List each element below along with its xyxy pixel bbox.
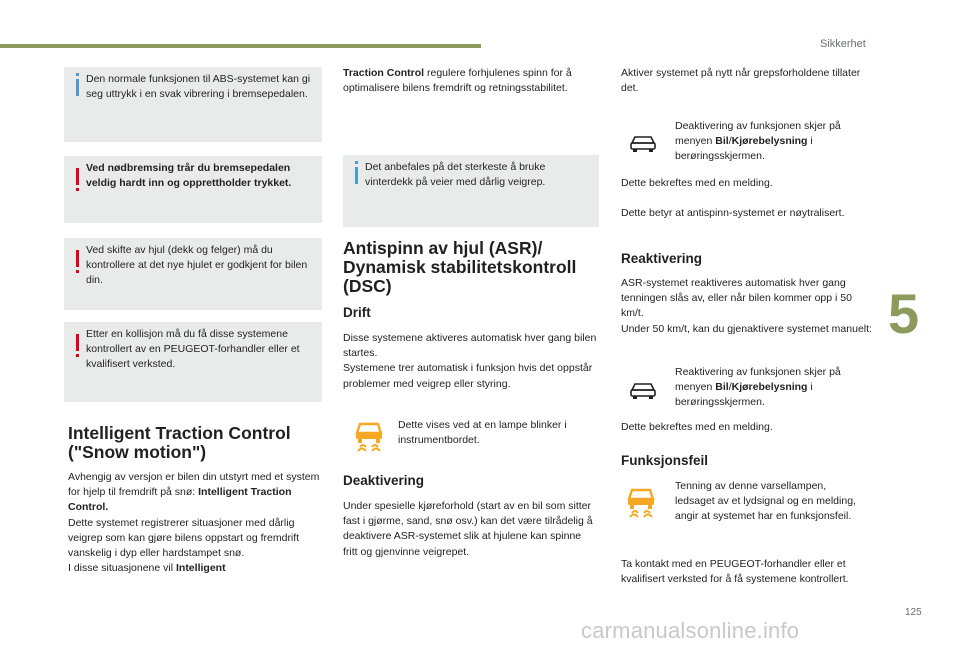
text: Avhengig av versjon er bilen din utstyrt med et system for hjelp til fremdrift på snø: xyxy=(68,471,320,499)
warning-note-collision xyxy=(64,322,322,402)
text: i berøringsskjermen. xyxy=(675,381,813,409)
warning-icon xyxy=(76,250,79,267)
note-text: Det anbefales på det sterkeste å bruke vinterdekk på veier med dårlig veigrep. xyxy=(365,161,546,188)
menu-kjorebelysning: Kjørebelysning xyxy=(731,381,808,394)
heading-funksjonsfeil: Funksjonsfeil xyxy=(621,453,709,468)
warning-note-braking xyxy=(64,156,322,223)
neutral-text: Dette betyr at antispinn-systemet er nøytralisert. xyxy=(621,207,845,219)
note-text: Den normale funksjonen til ABS-systemet kan gi seg uttrykk i en svak vibrering i bremsepedalen. xyxy=(86,73,311,100)
text: Reaktivering av funksjonen skjer på menyen xyxy=(675,366,841,394)
menu-bil: Bil xyxy=(715,135,729,148)
info-note-winter xyxy=(343,155,599,227)
note-text: Ved nødbremsing trår du bremsepedalen veldig hardt inn og opprettholder trykket. xyxy=(86,162,292,189)
text: / xyxy=(728,381,732,394)
traction-control-warning-icon xyxy=(352,420,386,454)
car-menu-icon xyxy=(629,380,657,400)
text: I disse situasjonene vil xyxy=(68,562,176,575)
header-rule xyxy=(0,44,481,48)
heading-deaktivering: Deaktivering xyxy=(343,473,425,488)
text: Deaktivering av funksjonen skjer på menyen xyxy=(675,120,841,148)
confirm-text: Dette bekreftes med en melding. xyxy=(621,421,773,433)
deactivation-menu-text xyxy=(675,119,855,165)
text: ASR-systemet reaktiveres automatisk hver gang tenningen slås av, eller når bilen kommer opp i 50 km/t. xyxy=(621,277,852,320)
col1-paragraph xyxy=(68,470,323,576)
text: i berøringsskjermen. xyxy=(675,135,813,163)
heading-asr-dsc: Antispinn av hjul (ASR)/ Dynamisk stabilitetskontroll (DSC) xyxy=(343,238,577,296)
info-icon xyxy=(355,167,358,184)
warning-icon xyxy=(76,334,79,351)
note-text: Ved skifte av hjul (dekk og felger) må du kontrollere at det nye hjulet er godkjent for bilen din. xyxy=(86,244,308,286)
col3-intro: Aktiver systemet på nytt når grepsforholdene tillater det. xyxy=(621,67,861,95)
col2-intro xyxy=(343,66,583,96)
heading-drift: Drift xyxy=(343,305,371,320)
reactivation-menu-text xyxy=(675,365,855,411)
chapter-number: 5 xyxy=(888,282,920,345)
page-number: 125 xyxy=(905,607,922,618)
confirm-text: Dette bekreftes med en melding. xyxy=(621,177,773,189)
warning-note-wheels xyxy=(64,238,322,310)
traction-control-warning-icon xyxy=(624,486,658,520)
text: Disse systemene aktiveres automatisk hver gang bilen startes. xyxy=(343,332,597,360)
warning-icon xyxy=(76,168,79,185)
info-note-abs xyxy=(64,67,322,142)
text: Under 50 km/t, kan du gjenaktivere systemet manuelt: xyxy=(621,322,872,335)
menu-bil: Bil xyxy=(715,381,729,394)
contact-text: Ta kontakt med en PEUGEOT-forhandler eller et kvalifisert verksted for å få systemene kontrollert. xyxy=(621,558,849,586)
reaktivering-paragraph xyxy=(621,276,876,337)
text: Dette systemet registrerer situasjoner med dårlig veigrep som kan gjøre bilens oppstart og fremdrift vanskelig i dyp eller hardstampet snø. xyxy=(68,516,300,560)
drift-paragraph xyxy=(343,331,598,392)
text: Systemene trer automatisk i funksjon hvis det oppstår problemer med veigrep eller styring. xyxy=(343,362,593,390)
watermark[interactable]: carmanualsonline.info xyxy=(581,618,800,643)
car-menu-icon xyxy=(629,133,657,153)
lamp-text: Dette vises ved at en lampe blinker i instrumentbordet. xyxy=(398,419,567,447)
heading-reaktivering: Reaktivering xyxy=(621,251,703,266)
text: regulere forhjulenes spinn for å optimalisere bilens fremdrift og retningsstabilitet. xyxy=(343,67,572,95)
text-bold: Traction Control xyxy=(343,67,425,79)
section-title: Sikkerhet xyxy=(820,38,866,50)
fault-text: Tenning av denne varsellampen, ledsaget av et lydsignal og en melding, angir at systemet har en funksjonsfeil. xyxy=(675,480,856,523)
text-bold: Intelligent Traction Control. xyxy=(68,486,292,514)
heading-traction-control: Intelligent Traction Control ("Snow motion") xyxy=(68,423,291,462)
text: / xyxy=(728,135,732,148)
menu-kjorebelysning: Kjørebelysning xyxy=(731,135,808,148)
info-icon xyxy=(76,79,79,96)
text-bold: Intelligent xyxy=(175,562,226,575)
note-text: Etter en kollisjon må du få disse systemene kontrollert av en PEUGEOT-forhandler eller et kvalifisert verksted. xyxy=(86,328,300,370)
deaktivering-paragraph: Under spesielle kjøreforhold (start av en bil som sitter fast i gjørme, sand, snø osv.) kan det være tilrådelig å deaktivere ASR-systemet slik at hjulene kan spinne fritt og gjenvinne veigrepet. xyxy=(343,500,593,558)
